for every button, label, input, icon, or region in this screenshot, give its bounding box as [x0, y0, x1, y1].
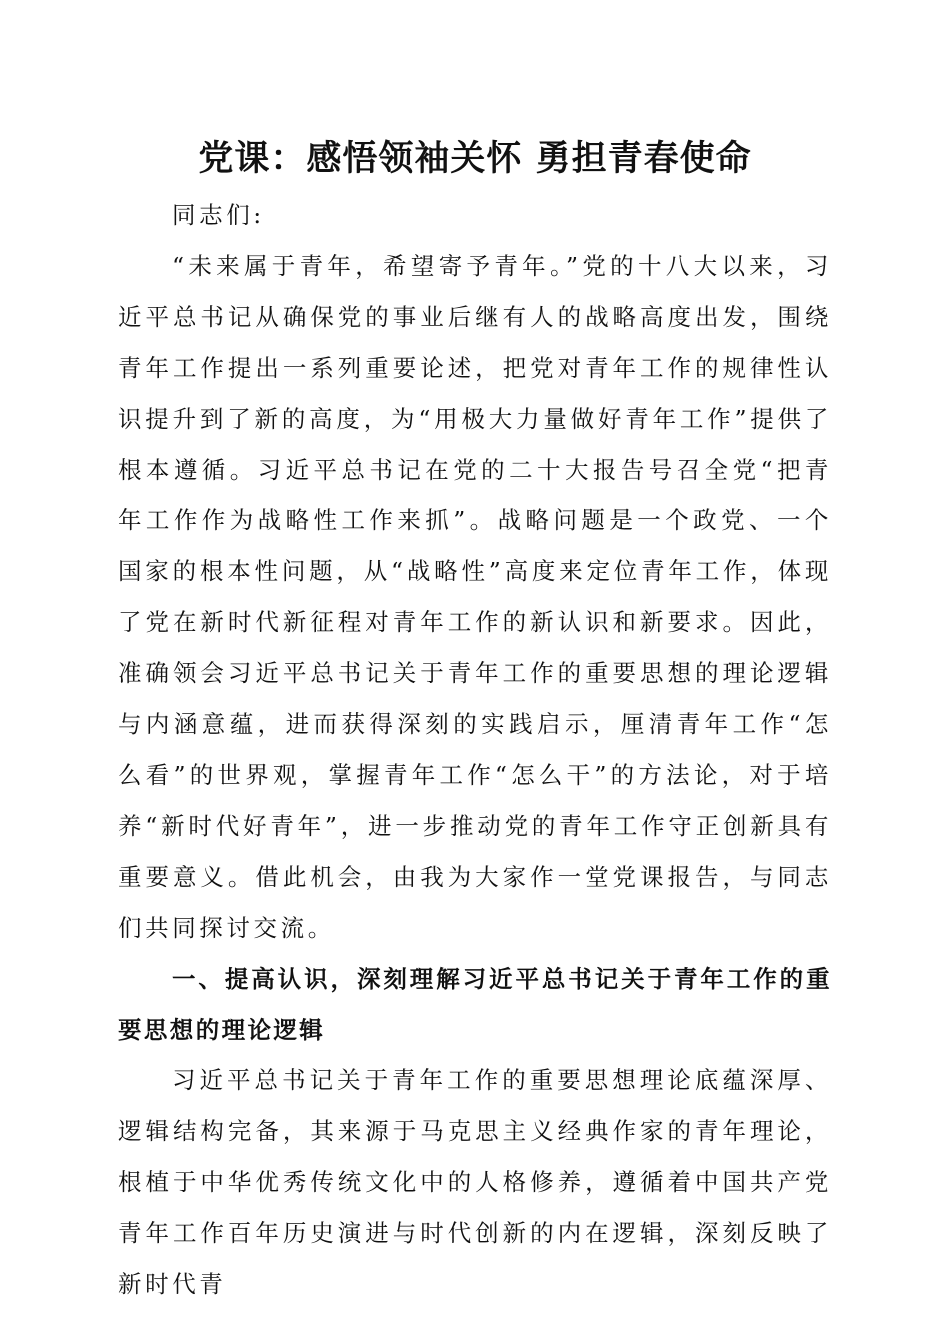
salutation: 同志们: [172, 201, 265, 229]
document-title: 党课：感悟领袖关怀 勇担青春使命 [198, 138, 752, 179]
section-heading-1: 一、提高认识，深刻理解习近平总书记关于青年工作的重要思想的理论逻辑 [118, 964, 832, 1044]
body-paragraph-section-1: 习近平总书记关于青年工作的重要思想理论底蕴深厚、逻辑结构完备，其来源于马克思主义经典作家的青年理论，根植于中华优秀传统文化中的人格修养，遵循着中国共产党青年工作百年历史演进与时代创新的内在逻辑，深刻反映了新时代青 [118, 1066, 832, 1299]
document-body [118, 190, 832, 1310]
body-paragraph-intro: “未来属于青年，希望寄予青年。”党的十八大以来，习近平总书记从确保党的事业后继有人的战略高度出发，围绕青年工作提出一系列重要论述，把党对青年工作的规律性认识提升到了新的高度，为“用极大力量做好青年工作”提供了根本遵循。习近平总书记在党的二十大报告号召全党“把青年工作作为战略性工作来抓”。战略问题是一个政党、一个国家的根本性问题，从“战略性”高度来定位青年工作，体现了党在新时代新征程对青年工作的新认识和新要求。因此，准确领会习近平总书记关于青年工作的重要思想的理论逻辑与内涵意蕴，进而获得深刻的实践启示，厘清青年工作“怎么看”的世界观，掌握青年工作“怎么干”的方法论，对于培养“新时代好青年”，进一步推动党的青年工作守正创新具有重要意义。借此机会，由我为大家作一堂党课报告，与同志们共同探讨交流。 [118, 251, 832, 942]
